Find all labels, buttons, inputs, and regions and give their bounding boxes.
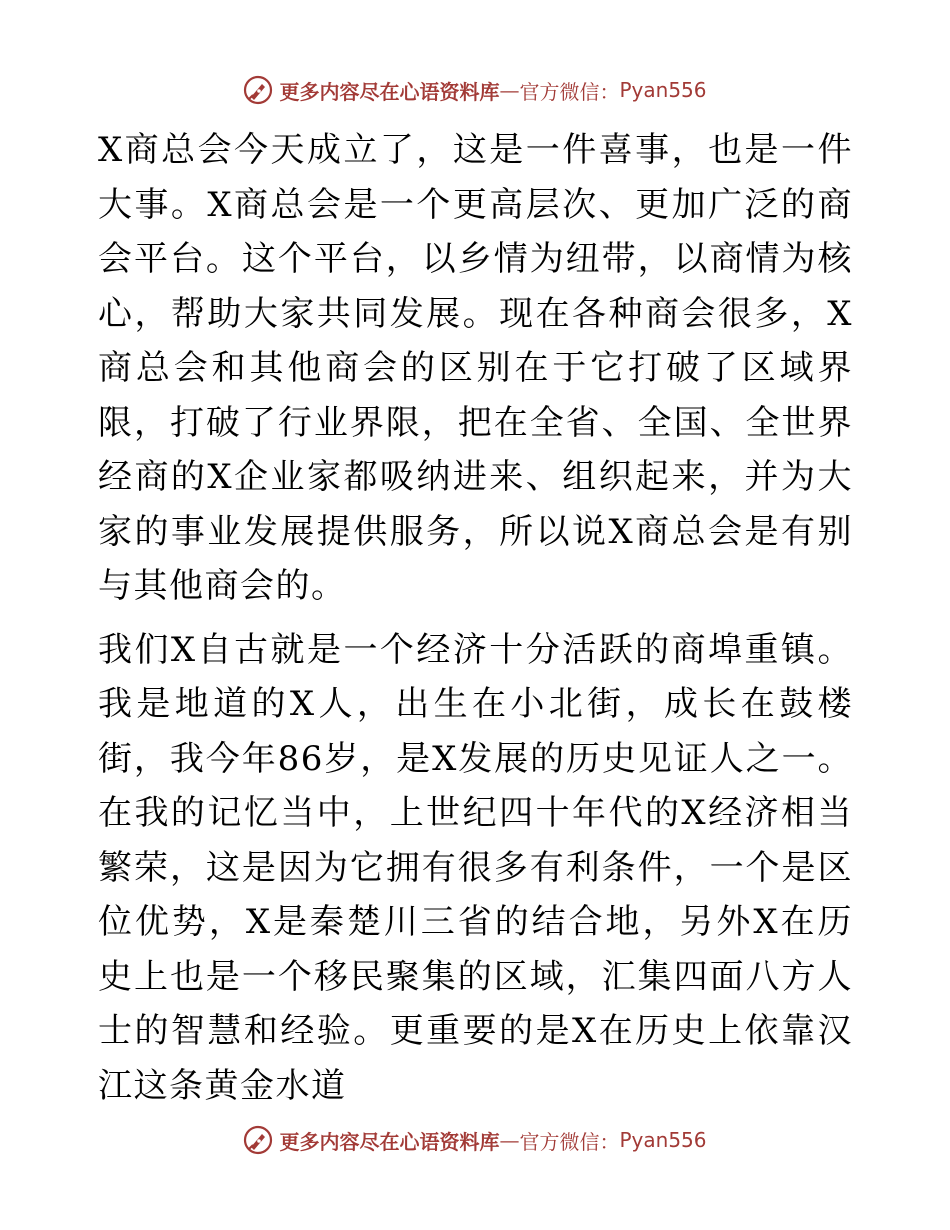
banner-wechat-label: 官方微信： bbox=[519, 1129, 620, 1154]
document-body bbox=[98, 123, 853, 1113]
banner-site-name: 更多内容尽在心语资料库 bbox=[279, 79, 500, 104]
pen-nib-logo-icon bbox=[243, 1125, 273, 1155]
paragraph-1: X商总会今天成立了，这是一件喜事，也是一件大事。X商总会是一个更高层次、更加广泛的商会平台。这个平台，以乡情为纽带，以商情为核心，帮助大家共同发展。现在各种商会很多，X商总会和其他商会的区别在于它打破了区域界限，打破了行业界限，把在全省、全国、全世界经商的X企业家都吸纳进来、组织起来，并为大家的事业发展提供服务，所以说X商总会是有别与其他商会的。 bbox=[98, 130, 853, 606]
banner-separator: — bbox=[499, 78, 520, 102]
paragraph-2: 我们X自古就是一个经济十分活跃的商埠重镇。我是地道的X人，出生在小北街，成长在鼓楼街，我今年86岁，是X发展的历史见证人之一。在我的记忆当中，上世纪四十年代的X经济相当繁荣，这是因为它拥有很多有利条件，一个是区位优势，X是秦楚川三省的结合地，另外X在历史上也是一个移民聚集的区域，汇集四面八方人士的智慧和经验。更重要的是X在历史上依靠汉江这条黄金水道 bbox=[98, 629, 853, 1106]
banner-wechat-id: Pyan556 bbox=[619, 1128, 707, 1152]
banner-wechat-id: Pyan556 bbox=[619, 78, 707, 102]
banner-separator: — bbox=[499, 1128, 520, 1152]
banner-wechat-label: 官方微信： bbox=[519, 79, 620, 104]
footer-banner bbox=[0, 1120, 950, 1160]
pen-nib-logo-icon bbox=[243, 75, 273, 105]
header-banner bbox=[0, 70, 950, 110]
banner-site-name: 更多内容尽在心语资料库 bbox=[279, 1129, 500, 1154]
